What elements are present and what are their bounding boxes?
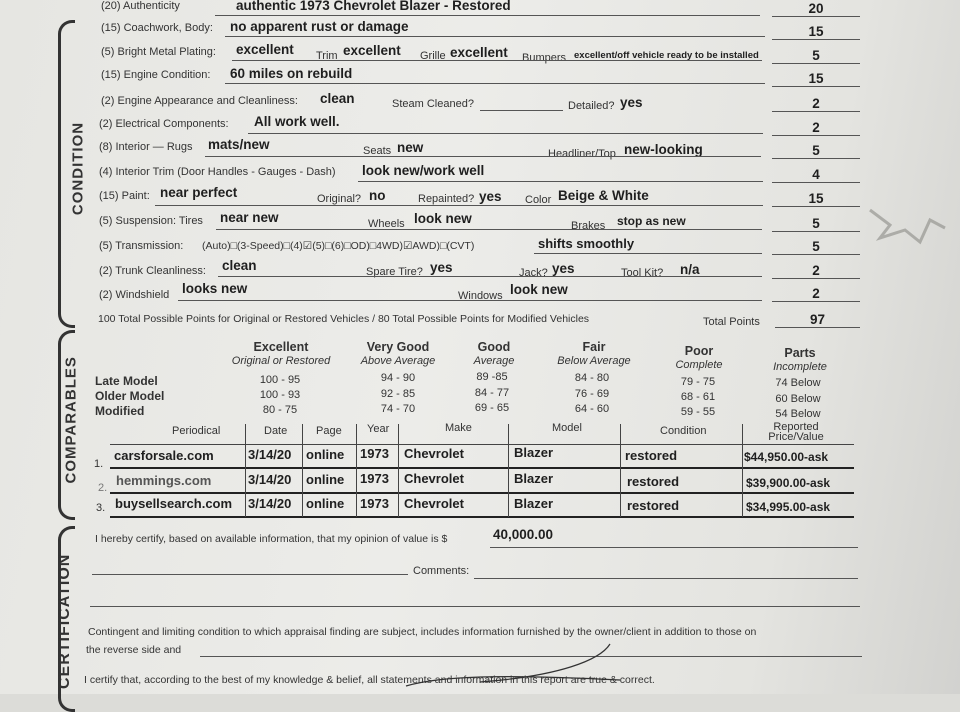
row3-price: $34,995.00-ask (746, 500, 831, 514)
engine-appearance-value: clean (320, 91, 355, 106)
toolkit-label: Tool Kit? (621, 267, 664, 279)
engine-condition-value: 60 miles on rebuild (230, 66, 353, 81)
engine-condition-points: 15 (772, 71, 860, 87)
grade-very-good: Very Good Above Average (360, 340, 436, 367)
bumpers-label: Bumpers (522, 52, 567, 64)
row1-make: Chevrolet (404, 446, 464, 461)
engine-appearance-label: (2) Engine Appearance and Cleanliness: (101, 95, 298, 107)
row-label-late: Late Model (95, 374, 158, 388)
col-condition: Condition (660, 425, 707, 437)
col-page: Page (316, 425, 342, 437)
grille-label: Grille (420, 50, 446, 62)
row1-date: 3/14/20 (248, 447, 292, 462)
total-points-label: Total Points (703, 316, 760, 328)
row2-condition: restored (627, 474, 680, 489)
range-excellent-mod: 80 - 75 (262, 404, 298, 416)
reverse-text: the reverse side and (86, 644, 182, 656)
trunk-value: clean (222, 258, 257, 273)
authenticity-label: (20) Authenticity (101, 0, 180, 12)
col-date: Date (264, 425, 288, 437)
paint-points: 15 (772, 191, 860, 207)
grade-excellent: Excellent Original or Restored (231, 340, 331, 367)
headliner-label: Headliner/Top (548, 148, 616, 160)
row-label-modified: Modified (95, 404, 145, 418)
range-poor-late: 79 - 75 (680, 376, 716, 388)
col-periodical: Periodical (172, 425, 221, 437)
suspension-label: (5) Suspension: Tires (99, 215, 203, 227)
row1-model: Blazer (514, 445, 554, 460)
bright-metal-points: 5 (772, 48, 860, 64)
electrical-value: All work well. (254, 114, 340, 129)
seats-value: new (397, 140, 424, 155)
range-good-mod: 69 - 65 (474, 402, 510, 414)
range-poor-mod: 59 - 55 (680, 406, 716, 418)
trunk-label: (2) Trunk Cleanliness: (99, 265, 206, 277)
row-label-older: Older Model (95, 389, 165, 403)
original-label: Original? (317, 193, 362, 205)
range-fair-mod: 64 - 60 (574, 403, 610, 415)
range-parts-mod: 54 Below (775, 408, 821, 420)
range-excellent-older: 100 - 93 (259, 389, 301, 401)
range-verygood-late: 94 - 90 (380, 372, 416, 384)
authenticity-value: authentic 1973 Chevrolet Blazer - Restored (236, 0, 511, 13)
seats-label: Seats (363, 145, 392, 157)
row1-num: 1. (94, 458, 104, 470)
certify-text: I hereby certify, based on available information, that my opinion of value is $ (95, 533, 448, 545)
grille-value: excellent (450, 45, 508, 60)
color-value: Beige & White (558, 188, 649, 203)
row2-periodical: hemmings.com (116, 473, 212, 488)
color-label: Color (525, 194, 552, 206)
original-value: no (369, 188, 386, 203)
interior-trim-label: (4) Interior Trim (Door Handles - Gauges - Dash) (99, 166, 336, 178)
range-verygood-older: 92 - 85 (380, 388, 416, 400)
row3-page: online (306, 496, 345, 511)
coachwork-label: (15) Coachwork, Body: (101, 22, 213, 34)
wheels-label: Wheels (368, 218, 405, 230)
interior-rugs-value: mats/new (208, 137, 270, 152)
range-poor-older: 68 - 61 (680, 391, 716, 403)
opinion-value: 40,000.00 (493, 527, 554, 542)
bright-metal-label: (5) Bright Metal Plating: (101, 46, 216, 58)
col-year: Year (367, 423, 390, 435)
transmission-label: (5) Transmission: (99, 240, 184, 252)
range-parts-late: 74 Below (775, 377, 821, 389)
row2-num: 2. (98, 482, 108, 494)
range-fair-older: 76 - 69 (574, 388, 610, 400)
brakes-label: Brakes (571, 220, 606, 232)
grade-good: Good Average (473, 340, 515, 367)
row3-date: 3/14/20 (248, 496, 292, 511)
toolkit-value: n/a (680, 262, 700, 277)
row1-price: $44,950.00-ask (744, 450, 829, 464)
row1-page: online (306, 447, 345, 462)
row2-year: 1973 (360, 471, 389, 486)
row3-model: Blazer (514, 496, 554, 511)
transmission-value: shifts smoothly (538, 236, 635, 251)
certification-section-label: CERTIFICATION (56, 553, 73, 689)
coachwork-value: no apparent rust or damage (230, 19, 409, 34)
row2-date: 3/14/20 (248, 472, 292, 487)
condition-section-label: CONDITION (69, 121, 87, 216)
electrical-points: 2 (772, 120, 860, 136)
range-verygood-mod: 74 - 70 (380, 403, 416, 415)
tires-value: near new (220, 210, 279, 225)
row3-periodical: buysellsearch.com (115, 496, 233, 511)
windshield-label: (2) Windshield (99, 289, 170, 301)
repainted-value: yes (479, 189, 502, 204)
wheels-value: look new (414, 211, 472, 226)
range-fair-late: 84 - 80 (574, 372, 610, 384)
trunk-points: 2 (772, 263, 860, 279)
row2-model: Blazer (514, 471, 554, 486)
headliner-value: new-looking (624, 142, 703, 157)
windows-value: look new (510, 282, 568, 297)
suspension-points: 5 (772, 216, 860, 232)
pen-scribble (380, 640, 640, 694)
contingent-text: Contingent and limiting condition to which appraisal finding are subject, includes information furnished by the owner/client in addition to those on (88, 626, 757, 638)
transmission-options: (Auto)□(3-Speed)□(4)☑(5)□(6)□OD)□4WD)☑AWD)□(CVT) (202, 240, 475, 252)
electrical-label: (2) Electrical Components: (99, 118, 229, 130)
trim-label: Trim (316, 50, 338, 62)
bumpers-value: excellent/off vehicle ready to be installed (574, 50, 759, 61)
col-model: Model (552, 422, 582, 434)
row3-make: Chevrolet (404, 496, 464, 511)
paint-label: (15) Paint: (99, 190, 150, 202)
bright-metal-value: excellent (236, 42, 294, 57)
total-possible-text: 100 Total Possible Points for Original or Restored Vehicles / 80 Total Possible Points for Modified Vehicles (98, 313, 590, 325)
comments-label: Comments: (413, 565, 470, 577)
interior-rugs-label: (8) Interior — Rugs (99, 141, 193, 153)
windows-label: Windows (458, 290, 503, 302)
row2-page: online (306, 472, 345, 487)
spare-tire-label: Spare Tire? (366, 266, 423, 278)
total-points-value: 97 (775, 312, 860, 328)
interior-trim-points: 4 (772, 167, 860, 183)
detailed-value: yes (620, 95, 643, 110)
comparables-section-label: COMPARABLES (62, 356, 80, 484)
repainted-label: Repainted? (418, 193, 475, 205)
row1-year: 1973 (360, 446, 389, 461)
row3-year: 1973 (360, 496, 389, 511)
range-good-late: 89 -85 (476, 371, 508, 383)
windshield-value: looks new (182, 281, 248, 296)
jack-label: Jack? (519, 267, 548, 279)
paint-value: near perfect (160, 185, 238, 200)
transmission-points: 5 (772, 239, 860, 255)
row3-num: 3. (96, 502, 106, 514)
interior-trim-value: look new/work well (362, 163, 485, 178)
grade-poor: Poor Complete (675, 344, 723, 371)
range-parts-older: 60 Below (775, 393, 821, 405)
spare-tire-value: yes (430, 260, 453, 275)
row1-condition: restored (625, 448, 678, 463)
windshield-points: 2 (772, 286, 860, 302)
col-make: Make (445, 422, 472, 434)
row3-condition: restored (627, 498, 680, 513)
range-excellent-late: 100 - 95 (259, 374, 301, 386)
authenticity-points: 20 (772, 1, 860, 17)
row2-price: $39,900.00-ask (746, 476, 831, 490)
engine-appearance-points: 2 (772, 96, 860, 112)
smudge-mark (860, 190, 950, 260)
trim-value: excellent (343, 43, 401, 58)
final-certify-text: I certify that, according to the best of my knowledge & belief, all statements and information in this report are true & correct. (84, 674, 655, 686)
brakes-value: stop as new (617, 214, 686, 228)
row2-make: Chevrolet (404, 471, 464, 486)
interior-rugs-points: 5 (772, 143, 860, 159)
engine-condition-label: (15) Engine Condition: (101, 69, 211, 81)
jack-value: yes (552, 261, 575, 276)
grade-parts: Parts Incomplete (773, 346, 827, 373)
col-price: Reported Price/Value (768, 421, 824, 443)
coachwork-points: 15 (772, 24, 860, 40)
detailed-label: Detailed? (568, 100, 615, 112)
row1-periodical: carsforsale.com (114, 448, 214, 463)
range-good-older: 84 - 77 (474, 387, 510, 399)
grade-fair: Fair Below Average (557, 340, 631, 367)
steam-cleaned-label: Steam Cleaned? (392, 98, 474, 110)
